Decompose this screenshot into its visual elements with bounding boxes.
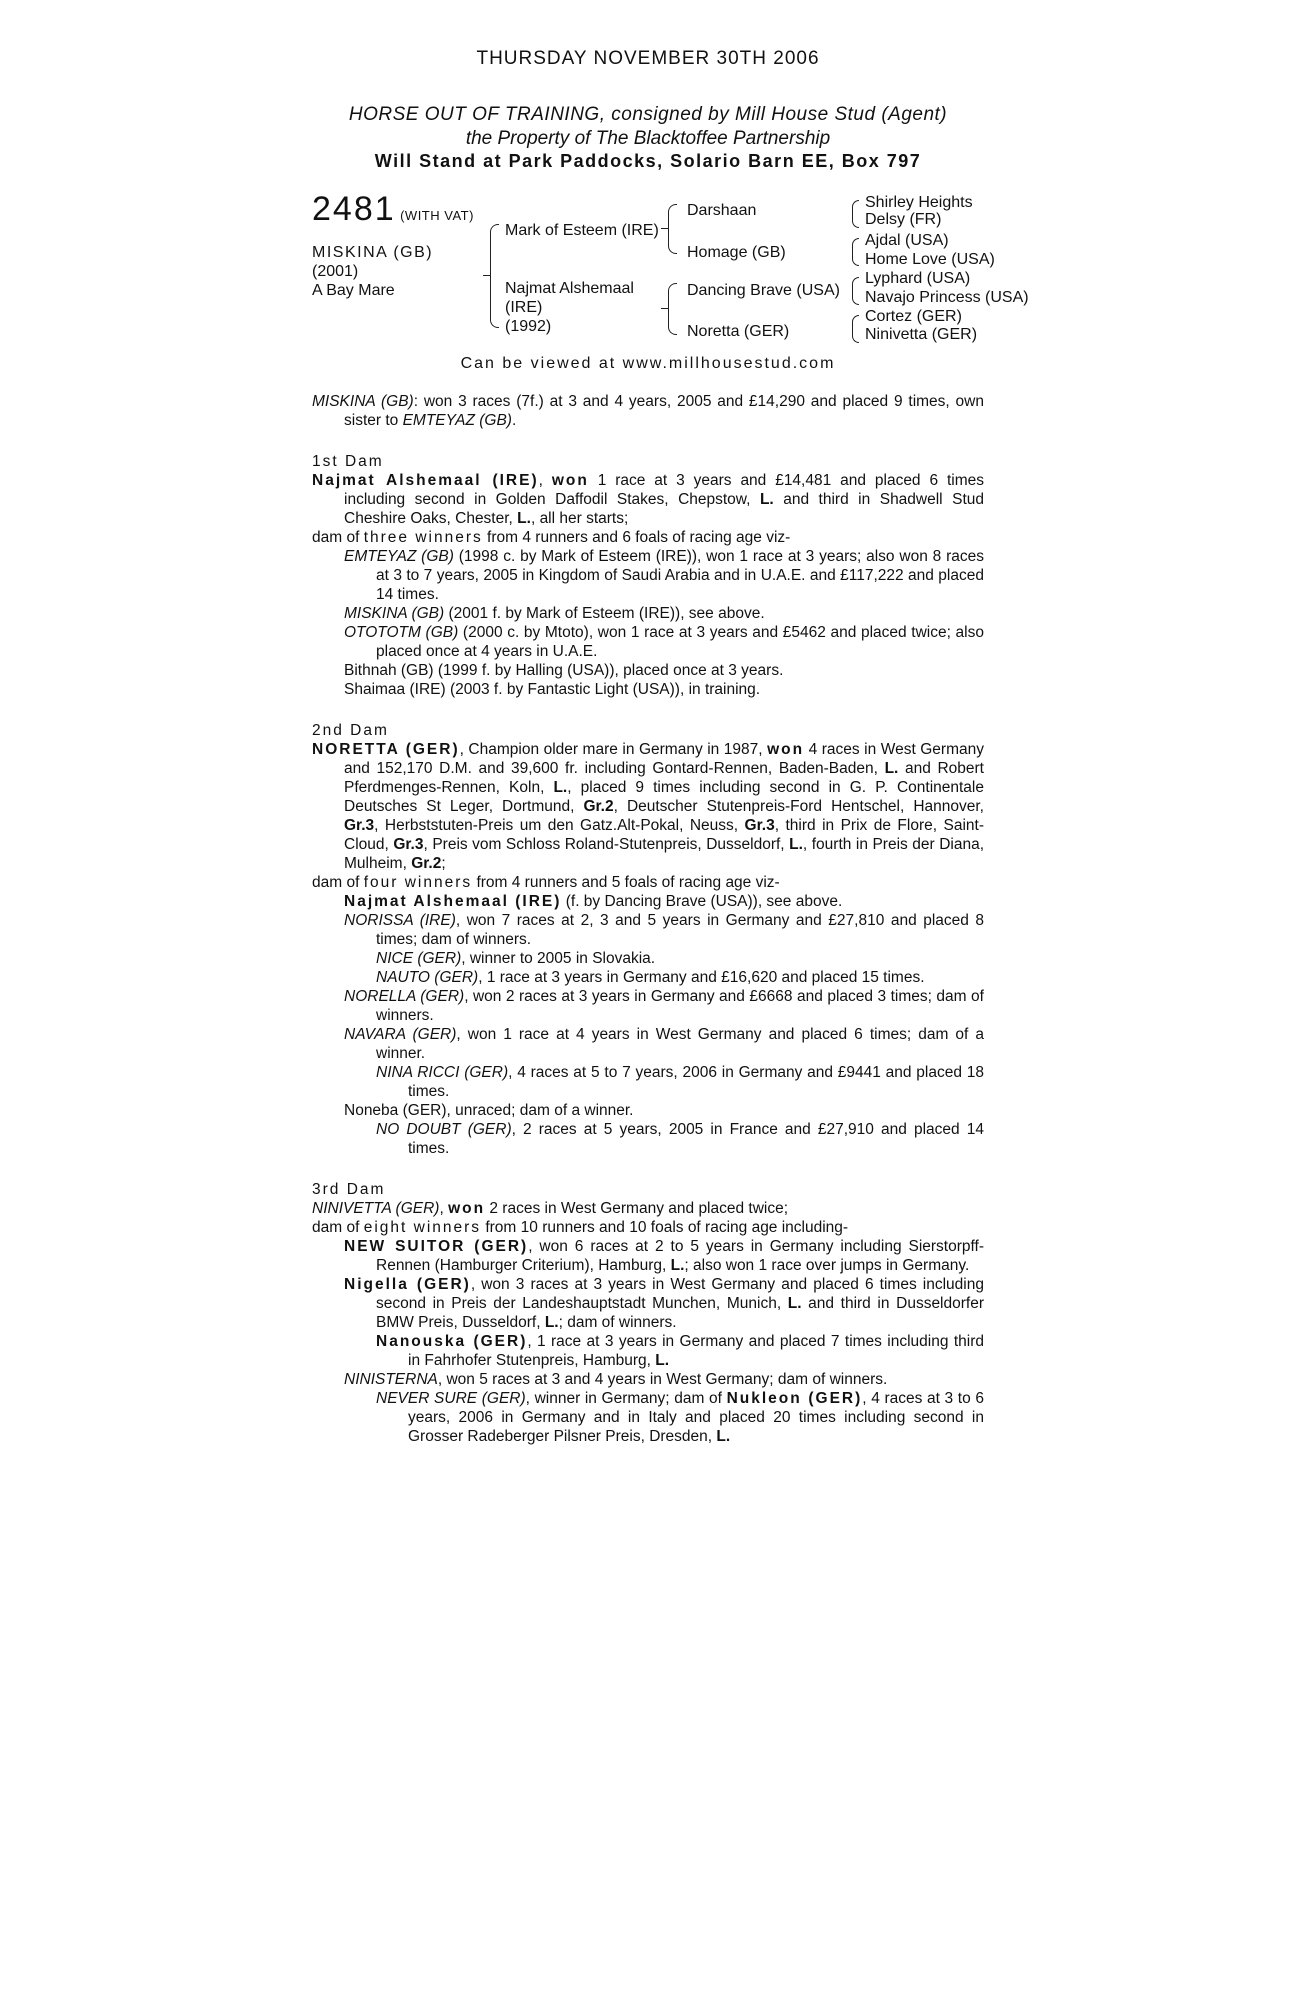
produce-text: , won 3 races at 3 years in West Germany and placed 6 times including second in Preis der Landeshauptstadt Munchen, Munich, bbox=[376, 1276, 984, 1312]
text: and Robert Pferdmenges-Rennen, Koln, bbox=[344, 760, 984, 796]
sire-brace bbox=[668, 204, 677, 254]
sire-brace-notch bbox=[661, 228, 668, 229]
produce-name: NORISSA (IRE) bbox=[344, 912, 456, 929]
produce-text: (2000 c. by Mtoto), won 1 race at 3 years and £5462 and placed twice; also placed once at 4 years in U.A.E. bbox=[376, 624, 984, 660]
dam-dam-dam: Ninivetta (GER) bbox=[865, 326, 978, 343]
horse-summary bbox=[312, 392, 984, 430]
listed-mark: L. bbox=[787, 1295, 802, 1312]
produce-text: ; dam of winners. bbox=[558, 1314, 677, 1331]
text: dam of bbox=[312, 529, 364, 546]
dam-sire-dam: Navajo Princess (USA) bbox=[865, 289, 1029, 306]
produce-entry bbox=[312, 1025, 984, 1063]
dam-sire: Dancing Brave (USA) bbox=[687, 282, 840, 299]
produce-name: MISKINA (GB) bbox=[344, 605, 445, 622]
dam-dam: Noretta (GER) bbox=[687, 323, 790, 340]
second-dam-record bbox=[312, 740, 984, 873]
produce-entry bbox=[312, 1275, 984, 1332]
listed-mark: L. bbox=[789, 836, 803, 853]
produce-name: NAUTO (GER) bbox=[376, 969, 479, 986]
sire-dam-dam: Home Love (USA) bbox=[865, 251, 995, 268]
horse-summary-end: . bbox=[511, 412, 517, 429]
horse-summary-text: : won 3 races (7f.) at 3 and 4 years, 2005 and £14,290 and placed 9 times, own sister to bbox=[344, 393, 984, 429]
viewing-note: Can be viewed at www.millhousestud.com bbox=[460, 355, 836, 372]
listed-mark: L. bbox=[716, 1428, 731, 1445]
listed-mark: L. bbox=[544, 1314, 559, 1331]
listed-mark: L. bbox=[759, 491, 774, 508]
produce-name: NINA RICCI (GER) bbox=[376, 1064, 509, 1081]
produce-entry bbox=[312, 1370, 984, 1389]
dam-line-3: (1992) bbox=[505, 318, 552, 335]
sale-date: THURSDAY NOVEMBER 30TH 2006 bbox=[476, 48, 820, 69]
produce-sub-entry bbox=[312, 1063, 984, 1101]
text: , fourth in Preis der Diana, Mulheim, bbox=[344, 836, 985, 872]
dam-brace-notch bbox=[661, 308, 668, 309]
group-mark: Gr.3 bbox=[744, 817, 775, 834]
produce-text: , won 1 race at 4 years in West Germany and placed 6 times; dam of a winner. bbox=[376, 1026, 984, 1062]
produce-name: NICE (GER) bbox=[376, 950, 462, 967]
won-word: won bbox=[448, 1200, 486, 1217]
produce-name: NEVER SURE (GER) bbox=[376, 1390, 526, 1407]
location-line: Will Stand at Park Paddocks, Solario Barn EE, Box 797 bbox=[374, 151, 922, 171]
produce-name: NINISTERNA bbox=[344, 1371, 438, 1388]
produce-entry: Bithnah (GB) (1999 f. by Halling (USA)), placed once at 3 years. bbox=[344, 662, 784, 679]
produce-text: (2001 f. by Mark of Esteem (IRE)), see above. bbox=[444, 605, 765, 622]
produce-sub-entry bbox=[312, 949, 984, 968]
produce-text: ; also won 1 race over jumps in Germany. bbox=[684, 1257, 970, 1274]
text: , bbox=[439, 1200, 449, 1217]
winners-count: four winners bbox=[363, 874, 473, 891]
text: and third in Shadwell Stud Cheshire Oaks, Chester, bbox=[344, 491, 984, 527]
listed-mark: L. bbox=[655, 1352, 670, 1369]
text: , all her starts; bbox=[530, 510, 629, 527]
produce-text: , winner in Germany; dam of bbox=[525, 1390, 727, 1407]
sire-dam-sire: Ajdal (USA) bbox=[865, 232, 949, 249]
text: from 4 runners and 5 foals of racing age viz- bbox=[472, 874, 780, 891]
produce-text: , won 5 races at 3 and 4 years in West Germany; dam of winners. bbox=[437, 1371, 888, 1388]
produce-name: NAVARA (GER) bbox=[344, 1026, 457, 1043]
text: dam of bbox=[312, 874, 364, 891]
produce-name: NO DOUBT (GER) bbox=[376, 1121, 512, 1138]
produce-text: , winner to 2005 in Slovakia. bbox=[461, 950, 656, 967]
group-mark: Gr.2 bbox=[583, 798, 614, 815]
vat-label: (WITH VAT) bbox=[400, 208, 474, 223]
property-line: the Property of The Blacktoffee Partnership bbox=[465, 128, 831, 149]
produce-text: , 4 races at 5 to 7 years, 2006 in Germany and £9441 and placed 18 times. bbox=[408, 1064, 984, 1100]
gen3-brace-2 bbox=[852, 238, 859, 266]
group-mark: Gr.3 bbox=[344, 817, 375, 834]
consignor-line: HORSE OUT OF TRAINING, consigned by Mill House Stud (Agent) bbox=[348, 104, 948, 125]
listed-mark: L. bbox=[884, 760, 899, 777]
listed-mark: L. bbox=[517, 510, 531, 527]
horse-name: MISKINA (GB) bbox=[312, 244, 434, 261]
text: 1 race at 3 years and £14,481 and placed 6 times including second in Golden Daffodil Stakes, Chepstow, bbox=[344, 472, 985, 508]
horse-summary-name: MISKINA (GB) bbox=[312, 393, 414, 410]
pedigree-table bbox=[312, 190, 1032, 355]
third-dam-name: NINIVETTA (GER) bbox=[312, 1200, 440, 1217]
produce-text: , won 6 races at 2 to 5 years in Germany including Sierstorpff-Rennen (Hamburger Criterium), Hamburg, bbox=[376, 1238, 984, 1274]
text: from 4 runners and 6 foals of racing age viz- bbox=[482, 529, 791, 546]
produce-text: , 4 races at 3 to 6 years, 2006 in Germany and in Italy and placed 20 times including second in Grosser Radeberger Pilsner Preis, Dresden, bbox=[408, 1390, 984, 1445]
text: 2 races in West Germany and placed twice; bbox=[485, 1200, 789, 1217]
text: from 10 runners and 10 foals of racing age including- bbox=[481, 1219, 849, 1236]
text: , Herbststuten-Preis um den Gatz.Alt-Pokal, Neuss, bbox=[374, 817, 745, 834]
text: 4 races in West Germany and 152,170 D.M. and 39,600 fr. including Gontard-Rennen, Baden-Baden, bbox=[344, 741, 984, 777]
sire: Mark of Esteem (IRE) bbox=[505, 222, 659, 239]
text: , third in Prix de Flore, Saint-Cloud, bbox=[344, 817, 984, 853]
group-mark: Gr.2 bbox=[411, 855, 442, 872]
gen3-brace-1 bbox=[852, 200, 859, 228]
produce-name: Nigella (GER) bbox=[344, 1276, 471, 1293]
produce-name: Najmat Alshemaal (IRE) bbox=[344, 893, 562, 910]
spacer bbox=[312, 1158, 984, 1180]
group-mark: Gr.3 bbox=[393, 836, 424, 853]
produce-name: NORELLA (GER) bbox=[344, 988, 465, 1005]
second-dam-name: NORETTA (GER) bbox=[312, 741, 460, 758]
text: , Preis vom Schloss Roland-Stutenpreis, Dusseldorf, bbox=[423, 836, 790, 853]
produce-text: (f. by Dancing Brave (USA)), see above. bbox=[561, 893, 843, 910]
spacer bbox=[312, 699, 984, 721]
listed-mark: L. bbox=[553, 779, 568, 796]
third-dam-produce-summary bbox=[312, 1218, 984, 1237]
produce-name: EMTEYAZ (GB) bbox=[344, 548, 454, 565]
won-word: won bbox=[551, 472, 589, 489]
third-dam-heading: 3rd Dam bbox=[312, 1181, 386, 1198]
pedigree-brace bbox=[490, 224, 499, 328]
produce-text: , won 7 races at 2, 3 and 5 years in Germany and £27,810 and placed 8 times; dam of winners. bbox=[376, 912, 984, 948]
spacer bbox=[312, 430, 984, 452]
produce-entry bbox=[312, 892, 984, 911]
sire-sire: Darshaan bbox=[687, 202, 757, 219]
sire-sire-dam: Delsy (FR) bbox=[865, 211, 942, 228]
sire-dam: Homage (GB) bbox=[687, 244, 786, 261]
lot-number-line bbox=[312, 190, 474, 229]
horse-description: A Bay Mare bbox=[312, 282, 395, 299]
winners-count: three winners bbox=[363, 529, 483, 546]
produce-entry: Shaimaa (IRE) (2003 f. by Fantastic Light (USA)), in training. bbox=[344, 681, 761, 698]
second-dam-heading: 2nd Dam bbox=[312, 722, 389, 739]
produce-text: , won 2 races at 3 years in Germany and £6668 and placed 3 times; dam of winners. bbox=[376, 988, 984, 1024]
produce-entry bbox=[312, 911, 984, 949]
horse-year: (2001) bbox=[312, 263, 359, 280]
lot-number: 2481 bbox=[312, 190, 396, 228]
produce-text: , 1 race at 3 years in Germany and placed 7 times including third in Fahrhofer Stutenpreis, Hamburg, bbox=[408, 1333, 984, 1369]
catalogue-text bbox=[312, 392, 984, 1446]
produce-entry bbox=[312, 987, 984, 1025]
first-dam-name: Najmat Alshemaal (IRE) bbox=[312, 472, 539, 489]
dam-brace bbox=[668, 283, 677, 335]
first-dam-produce-summary bbox=[312, 528, 984, 547]
horse-summary-sister: EMTEYAZ (GB) bbox=[402, 412, 512, 429]
produce-sub-entry bbox=[312, 1332, 984, 1370]
text: ; bbox=[441, 855, 446, 872]
produce-name: Nanouska (GER) bbox=[376, 1333, 528, 1350]
third-dam-record bbox=[312, 1199, 984, 1218]
produce-sub-entry bbox=[312, 968, 984, 987]
produce-name: Nukleon (GER) bbox=[726, 1390, 863, 1407]
first-dam-record bbox=[312, 471, 984, 528]
winners-count: eight winners bbox=[363, 1219, 482, 1236]
produce-sub-entry bbox=[312, 1389, 984, 1446]
text: , bbox=[538, 472, 552, 489]
text: , placed 9 times including second in G. P. Continentale Deutsches St Leger, Dortmund, bbox=[344, 779, 984, 815]
won-word: won bbox=[767, 741, 805, 758]
dam-dam-sire: Cortez (GER) bbox=[865, 308, 962, 325]
dam-line-1: Najmat Alshemaal bbox=[505, 280, 634, 297]
second-dam-produce-summary bbox=[312, 873, 984, 892]
produce-text: (1998 c. by Mark of Esteem (IRE)), won 1 race at 3 years; also won 8 races at 3 to 7 years, 2005 in Kingdom of Saudi Arabia and in U.A.E. and £117,222 and placed 14 times. bbox=[376, 548, 984, 603]
produce-text: , 2 races at 5 years, 2005 in France and £27,910 and placed 14 times. bbox=[408, 1121, 984, 1157]
dam-line-2: (IRE) bbox=[505, 299, 543, 316]
produce-entry bbox=[312, 604, 984, 623]
sire-sire-sire: Shirley Heights bbox=[865, 194, 973, 211]
gen3-brace-3 bbox=[852, 277, 859, 305]
produce-text: , 1 race at 3 years in Germany and £16,620 and placed 15 times. bbox=[478, 969, 925, 986]
produce-sub-entry bbox=[312, 1120, 984, 1158]
first-dam-heading: 1st Dam bbox=[312, 453, 384, 470]
produce-entry bbox=[312, 623, 984, 661]
pedigree-brace-notch bbox=[483, 275, 490, 276]
produce-entry bbox=[312, 547, 984, 604]
listed-mark: L. bbox=[670, 1257, 685, 1274]
produce-name: OTOTOTM (GB) bbox=[344, 624, 459, 641]
gen3-brace-4 bbox=[852, 315, 859, 343]
dam-sire-sire: Lyphard (USA) bbox=[865, 270, 971, 287]
text: , Deutscher Stutenpreis-Ford Hentschel, Hannover, bbox=[613, 798, 984, 815]
produce-text: and third in Dusseldorfer BMW Preis, Dusseldorf, bbox=[376, 1295, 984, 1331]
text: dam of bbox=[312, 1219, 364, 1236]
text: , Champion older mare in Germany in 1987, bbox=[459, 741, 768, 758]
produce-entry bbox=[312, 1237, 984, 1275]
produce-entry: Noneba (GER), unraced; dam of a winner. bbox=[344, 1102, 634, 1119]
produce-name: NEW SUITOR (GER) bbox=[344, 1238, 529, 1255]
